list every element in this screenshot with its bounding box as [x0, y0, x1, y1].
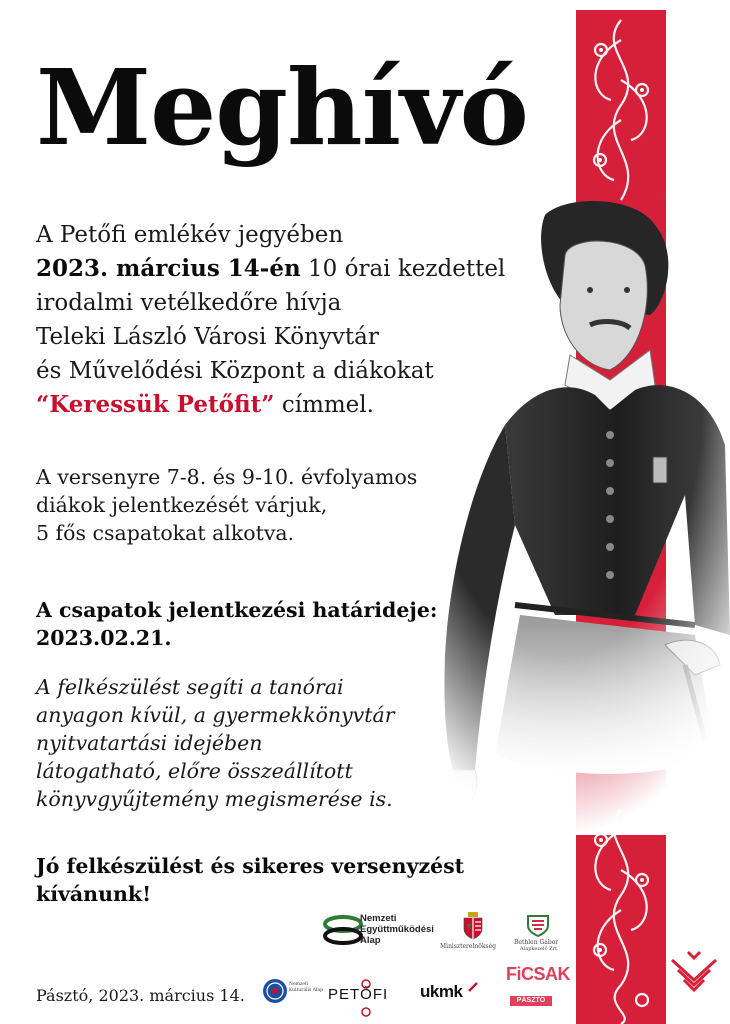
nea-logo-line: Együttműködési	[360, 924, 434, 935]
footer-date: Pásztó, 2023. március 14.	[36, 986, 245, 1005]
event-date: 2023. március 14-én	[36, 255, 301, 282]
closing-line: Jó felkészülést és sikeres versenyzést	[36, 854, 465, 878]
quiz-name: “Keressük Petőfit”	[36, 391, 275, 418]
preparation-line: könyvgyűjtemény megismerése is.	[36, 787, 393, 811]
miniszterelnokseg-logo	[440, 910, 510, 955]
deadline-date: 2023.02.21.	[36, 626, 172, 650]
preparation-paragraph	[36, 673, 395, 813]
eligibility-line: diákok jelentkezését várjuk,	[36, 493, 328, 517]
preparation-line: anyagon kívül, a gyermekkönyvtár	[36, 703, 395, 727]
miniszterelnokseg-label: Miniszterelnökség	[440, 943, 496, 950]
quiz-name-line	[36, 388, 505, 422]
nka-label: Nemzeti Kulturális Alap	[289, 982, 324, 993]
preparation-line: A felkészülést segíti a tanórai	[36, 675, 344, 699]
intro-line: Teleki László Városi Könyvtár	[36, 324, 379, 350]
page-title: Meghívó	[36, 46, 528, 169]
bethlen-logo	[512, 910, 562, 955]
ukmk-logo-icon	[468, 982, 478, 992]
ficsak-logo	[506, 964, 570, 1012]
deadline-block	[36, 596, 437, 652]
coat-of-arms-icon	[462, 912, 484, 940]
nea-logo-line: Nemzeti	[360, 913, 397, 924]
bethlen-logo-icon	[526, 912, 550, 938]
nea-logo-line: Alap	[360, 935, 381, 946]
eligibility-line: 5 fős csapatokat alkotva.	[36, 521, 295, 545]
petofi-logo	[328, 978, 398, 1018]
preparation-line: látogatható, előre összeállított	[36, 759, 353, 783]
ukmk-label: ukmk	[420, 982, 463, 1001]
intro-line: és Művelődési Központ a diákokat	[36, 358, 434, 384]
intro-paragraph	[36, 218, 505, 422]
intro-line: irodalmi vetélkedőre hívja	[36, 290, 342, 316]
event-time: 10 órai kezdettel	[300, 256, 506, 282]
bethlen-sub-label: Alapkezelő Zrt.	[520, 946, 559, 952]
intro-line: A Petőfi emlékév jegyében	[36, 222, 344, 248]
library-chevron-icon	[668, 950, 720, 1000]
ficsak-label: FiCSAK	[506, 964, 570, 984]
preparation-line: nyitvatartási idejében	[36, 731, 263, 755]
nea-logo	[322, 910, 452, 950]
eligibility-paragraph	[36, 463, 417, 547]
intro-date-line	[36, 252, 505, 286]
nka-seal-icon	[262, 978, 288, 1004]
petofi-label: PETŐFI	[328, 986, 389, 1003]
deadline-label: A csapatok jelentkezési határideje:	[36, 598, 438, 622]
library-logo	[668, 950, 720, 1000]
nka-logo	[262, 978, 324, 1018]
quiz-name-suffix: címmel.	[274, 392, 374, 418]
ukmk-logo	[420, 982, 480, 1012]
nea-logo-icon	[322, 910, 364, 950]
closing-line: kívánunk!	[36, 882, 152, 906]
eligibility-line: A versenyre 7-8. és 9-10. évfolyamos	[36, 465, 418, 489]
ficsak-sub-label: PÁSZTÓ	[510, 996, 552, 1006]
bethlen-label: Bethlen Gábor	[514, 939, 559, 946]
closing-paragraph	[36, 852, 464, 908]
